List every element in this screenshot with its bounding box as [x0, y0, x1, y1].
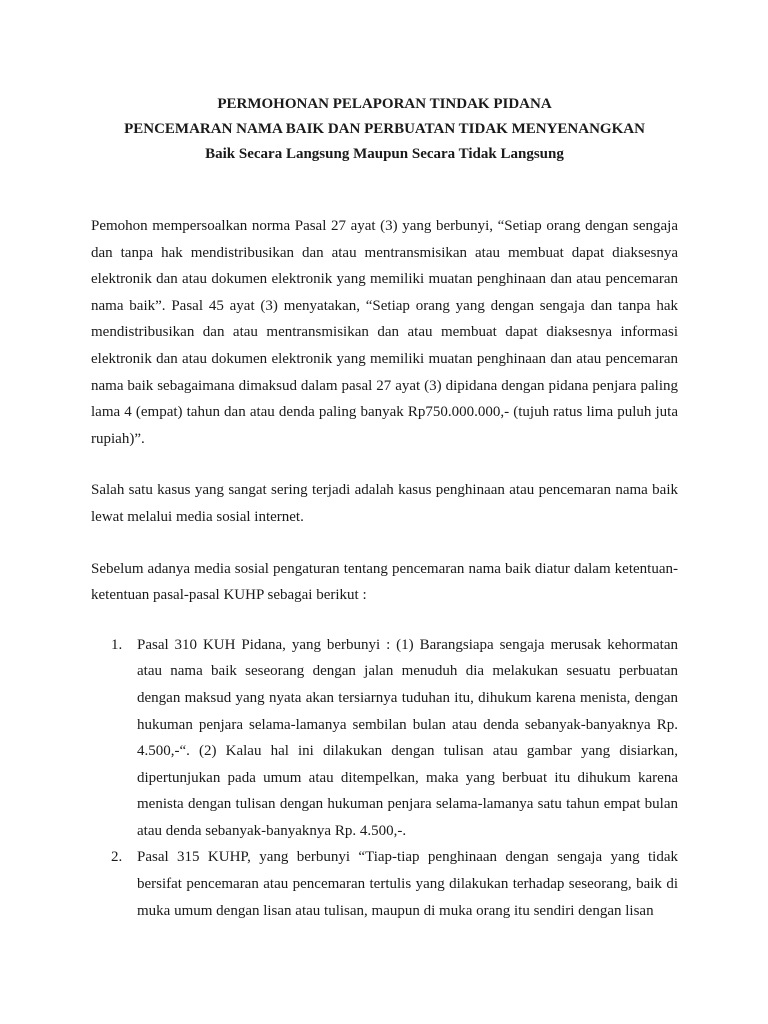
kuhp-list: [91, 632, 678, 925]
list-item-number: 2.: [111, 849, 123, 866]
list-item: [91, 632, 678, 845]
paragraph-pasal-27: Pemohon mempersoalkan norma Pasal 27 ayat (3) yang berbunyi, “Setiap orang dengan sengaja dan tanpa hak mendistribusikan dan atau mentransmisikan atau membuat dapat diaksesnya elektronik dan atau dokumen elektronik yang memiliki muatan penghinaan dan atau pencemaran nama baik”. Pasal 45 ayat (3) menyatakan, “Setiap orang yang dengan sengaja dan tanpa hak mendistribusikan dan atau mentransmisikan dan atau membuat dapat diaksesnya informasi elektronik dan atau dokumen elektronik yang memiliki muatan penghinaan dan atau pencemaran nama baik sebagaimana dimaksud dalam pasal 27 ayat (3) dipidana dengan pidana penjara paling lama 4 (empat) tahun dan atau denda paling banyak Rp750.000.000,- (tujuh ratus lima puluh juta rupiah)”.: [91, 218, 678, 447]
document-page: [91, 92, 678, 924]
paragraph-kuhp-intro: Sebelum adanya media sosial pengaturan tentang pencemaran nama baik diatur dalam ketentuan-ketentuan pasal-pasal KUHP sebagai berikut :: [91, 560, 678, 604]
list-item: [91, 844, 678, 924]
title-line-2: PENCEMARAN NAMA BAIK DAN PERBUATAN TIDAK MENYENANGKAN: [124, 121, 645, 137]
list-item-number: 1.: [111, 636, 123, 653]
list-item-text: Pasal 310 KUH Pidana, yang berbunyi : (1) Barangsiapa sengaja merusak kehormatan atau nama baik seseorang dengan jalan menuduh dia melakukan sesuatu perbuatan dengan maksud yang nyata akan tersiarnya tuduhan itu, dihukum karena menista, dengan hukuman penjara selama-lamanya sembilan bulan atau denda sebanyak-banyaknya Rp. 4.500,-“. (2) Kalau hal ini dilakukan dengan tulisan atau gambar yang disiarkan, dipertunjukan pada umum atau ditempelkan, maka yang berbuat itu dihukum karena menista dengan tulisan dengan hukuman penjara selama-lamanya satu tahun empat bulan atau denda sebanyak-banyaknya Rp. 4.500,-.: [137, 636, 678, 839]
title-line-3: Baik Secara Langsung Maupun Secara Tidak Langsung: [205, 146, 564, 162]
title-line-1: PERMOHONAN PELAPORAN TINDAK PIDANA: [217, 96, 552, 112]
document-title: [91, 92, 678, 167]
paragraph-kasus: Salah satu kasus yang sangat sering terjadi adalah kasus penghinaan atau pencemaran nama baik lewat melalui media sosial internet.: [91, 482, 678, 525]
list-item-text: Pasal 315 KUHP, yang berbunyi “Tiap-tiap penghinaan dengan sengaja yang tidak bersifat pencemaran atau pencemaran tertulis yang dilakukan terhadap seseorang, baik di muka umum dengan lisan atau tulisan, maupun di muka orang itu sendiri dengan lisan: [137, 849, 678, 919]
